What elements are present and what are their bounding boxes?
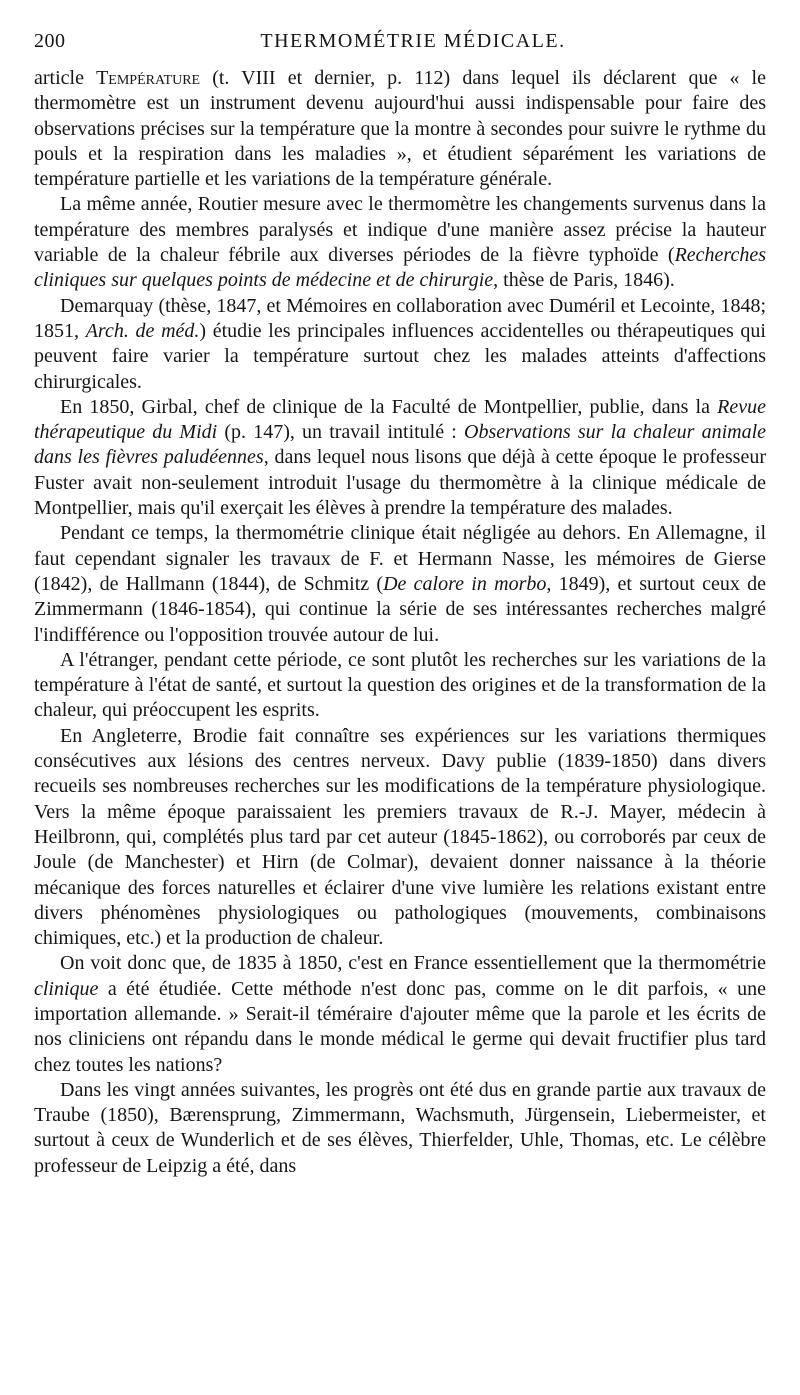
italic-title: Observations sur la chaleur animale dans les fièvres paludéennes	[34, 421, 767, 469]
text-segment: ) étudie les principales influences accidentelles ou thérapeutiques qui peuvent faire varier la température surtout chez les malades atteints d'affections chirurgicales.	[34, 319, 766, 393]
italic-title: Recherches cliniques sur quelques points de médecine et de chirurgie	[34, 244, 766, 292]
running-title: THERMOMÉTRIE MÉDICALE.	[260, 30, 566, 52]
page-number: 200	[34, 30, 66, 52]
paragraph-p5	[34, 521, 766, 647]
paragraph-p2	[34, 192, 766, 293]
text-segment: Dans les vingt années suivantes, les progrès ont été dus en grande partie aux travaux de Traube (1850), Bærensprung, Zimmermann, Wachsmuth, Jürgensein, Liebermeister, et surtout à ceux de Wunderlich et de ses élèves, Thierfelder, Uhle, Thomas, etc. Le célèbre professeur de Leipzig a été, dans	[34, 1078, 766, 1177]
text-segment: a été étudiée. Cette méthode n'est donc pas, comme on le dit parfois, « une importation allemande. » Serait-il téméraire d'ajouter même que la parole et les écrits de nos cliniciens ont répandu dans le monde médical le germe qui devait fructifier plus tard chez toutes les nations?	[34, 977, 766, 1076]
italic-title: Arch. de méd.	[85, 319, 200, 342]
text-segment: , dans lequel nous lisons que déjà à cette époque le professeur Fuster avait non-seulement introduit l'usage du thermomètre à la clinique médicale de Montpellier, mais qu'il exerçait les élèves à prendre la température des malades.	[34, 446, 766, 520]
text-segment: article	[34, 67, 97, 89]
text-segment: , 1849), et surtout ceux de Zimmermann (1846-1854), qui continue la série de ses intéressantes recherches malgré l'indifférence ou l'opposition trouvée autour de lui.	[34, 572, 766, 646]
text-segment: Pendant ce temps, la thermométrie clinique était négligée au dehors. En Allemagne, il faut cependant signaler les travaux de F. et Hermann Nasse, les mémoires de Gierse (1842), de Hallmann (1844), de Schmitz (	[34, 522, 766, 595]
text-segment: (t. VIII et dernier, p. 112) dans lequel ils déclarent que « le thermomètre est un instrument devenu aujourd'hui aussi indispensable pour faire des observations précises sur la température que la montre à secondes pour suivre le rythme du pouls et la respiration dans les maladies », et étudient séparément les variations de température partielle et les variations de la température générale.	[34, 67, 766, 191]
text-segment: On voit donc que, de 1835 à 1850, c'est en France essentiellement que la thermométrie	[60, 952, 766, 975]
italic-title: clinique	[34, 977, 99, 1000]
paragraph-p3	[34, 294, 766, 395]
paragraph-p6	[34, 648, 766, 724]
running-head	[34, 30, 766, 58]
paragraph-p4	[34, 395, 766, 521]
text-segment: En 1850, Girbal, chef de clinique de la Faculté de Montpellier, publie, dans la	[60, 395, 718, 418]
paragraph-p1	[34, 66, 766, 192]
text-segment: , thèse de Paris, 1846).	[493, 269, 675, 292]
text-segment: A l'étranger, pendant cette période, ce sont plutôt les recherches sur les variations de la température à l'état de santé, et surtout la question des origines et de la transformation de la chaleur, qui préoccupent les esprits.	[34, 648, 766, 722]
italic-title: De calore in morbo	[383, 572, 547, 595]
italic-title: Revue thérapeutique du Midi	[34, 395, 766, 444]
body-text	[34, 66, 766, 1179]
smallcaps-term: Température	[96, 67, 201, 89]
text-segment: (p. 147), un travail intitulé :	[217, 421, 465, 444]
paragraph-p8	[34, 951, 766, 1077]
paragraph-p7	[34, 724, 766, 952]
paragraph-p9	[34, 1078, 766, 1179]
text-segment: La même année, Routier mesure avec le thermomètre les changements survenus dans la température des membres paralysés et indique d'une manière assez précise la hauteur variable de la chaleur fébrile aux diverses périodes de la fièvre typhoïde (	[34, 193, 766, 267]
text-segment: Demarquay (thèse, 1847, et Mémoires en collaboration avec Duméril et Lecointe, 1848; 1851,	[34, 294, 766, 342]
text-segment: En Angleterre, Brodie fait connaître ses expériences sur les variations thermiques consécutives aux lésions des centres nerveux. Davy publie (1839-1850) dans divers recueils ses nombreuses recherches sur les modifications de la température physiologique. Vers la même époque paraissaient les premiers travaux de R.-J. Mayer, médecin à Heilbronn, qui, complétés plus tard par cet auteur (1845-1862), ou corroborés par ceux de Joule (de Manchester) et Hirn (de Colmar), devaient donner naissance à la théorie mécanique des forces naturelles et éclairer d'une vive lumière les relations existant entre divers phénomènes physiologiques ou pathologiques (mouvements, combinaisons chimiques, etc.) et la production de chaleur.	[34, 724, 766, 950]
